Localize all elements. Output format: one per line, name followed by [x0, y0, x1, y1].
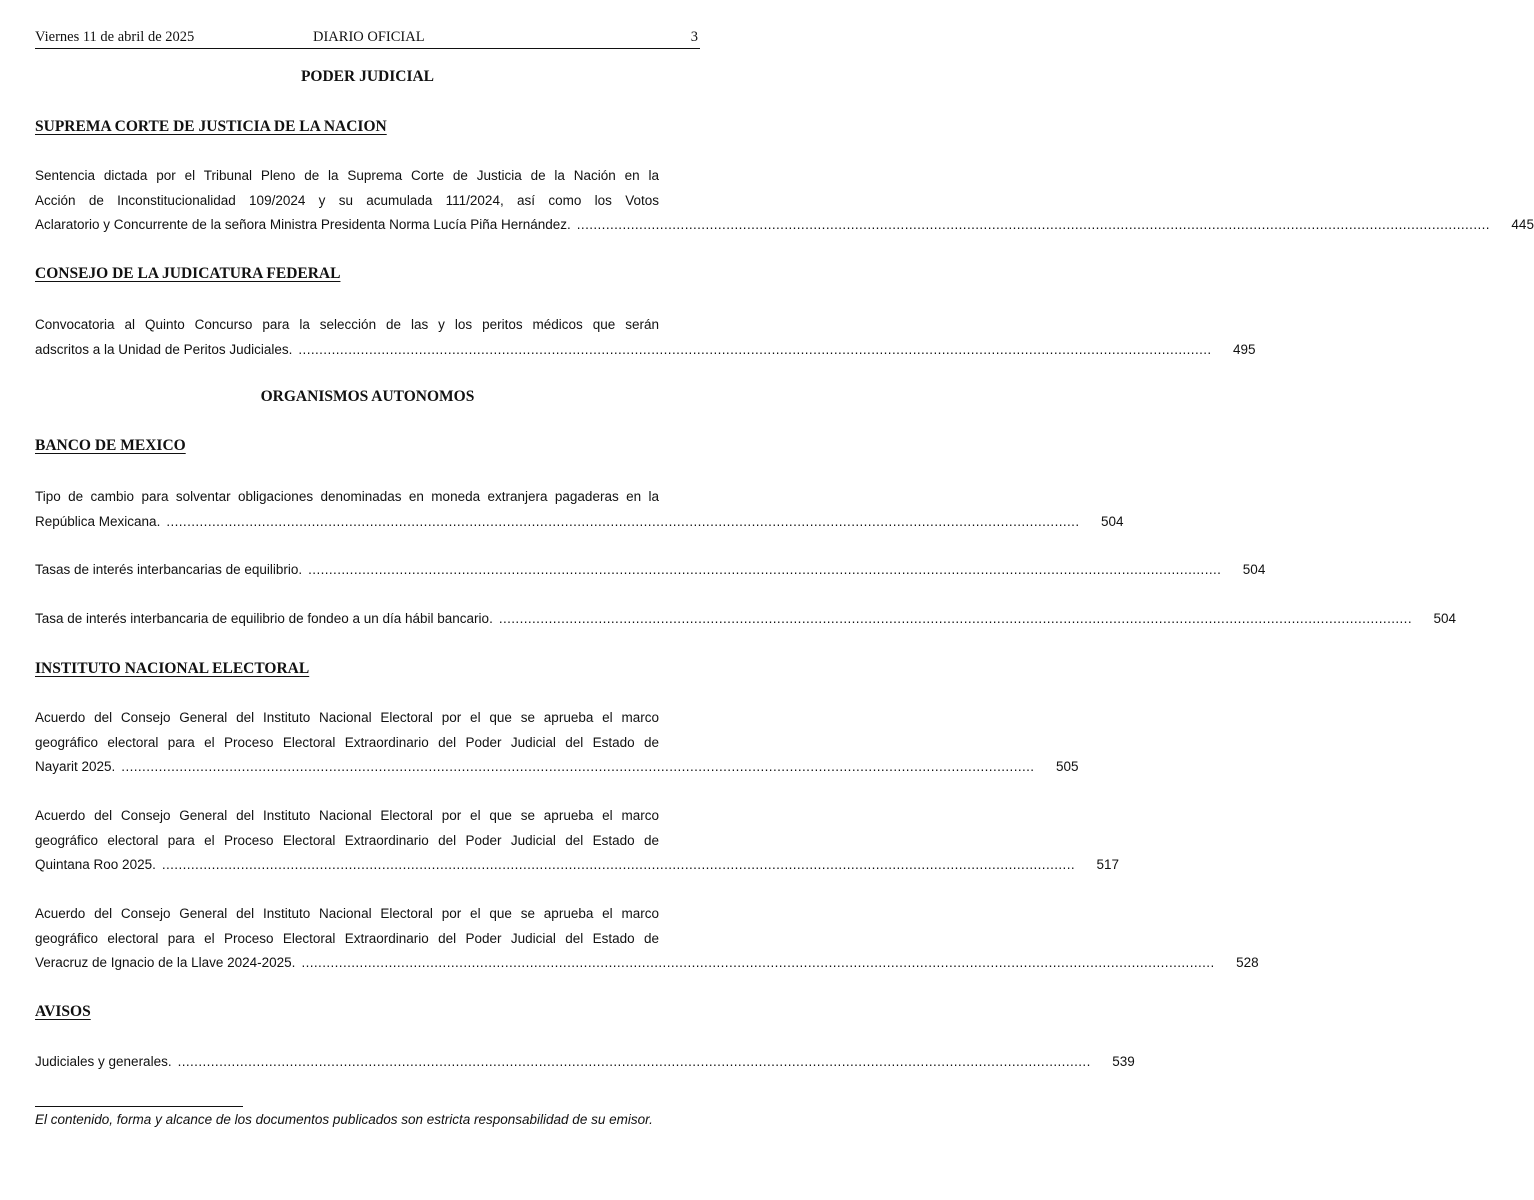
entry-line: Acuerdo del Consejo General del Instituto Nacional Electoral por el que se aprueba el marco	[35, 808, 659, 823]
entry-line: geográfico electoral para el Proceso Electoral Extraordinario del Poder Judicial del Estado de	[35, 734, 659, 750]
entry-line: Veracruz de Ignacio de la Llave 2024-2025.	[35, 955, 296, 970]
toc-entry[interactable]	[35, 558, 1266, 583]
entry-page: 539	[1112, 1054, 1135, 1069]
section-title-banxico: BANCO DE MEXICO	[35, 437, 186, 454]
toc-entry[interactable]	[35, 804, 1120, 878]
entry-line: geográfico electoral para el Proceso Electoral Extraordinario del Poder Judicial del Estado de	[35, 832, 659, 848]
dot-leader: ............................................................................................................................................................................................................................	[576, 217, 1490, 232]
toc-entry[interactable]	[35, 313, 1256, 362]
entry-line: Acción de Inconstitucionalidad 109/2024 y su acumulada 111/2024, así como los Votos	[35, 192, 659, 208]
footnote-rule	[35, 1106, 243, 1107]
toc-entry[interactable]	[35, 164, 1534, 238]
entry-page: 495	[1233, 341, 1256, 357]
entry-line: Nayarit 2025.	[35, 759, 116, 774]
part-title-organismos-autonomos: ORGANISMOS AUTONOMOS	[260, 388, 475, 405]
toc-entry[interactable]	[35, 607, 1456, 632]
entry-line: Quintana Roo 2025.	[35, 857, 156, 872]
dot-leader: ............................................................................................................................................................................................................................	[301, 955, 1215, 970]
dot-leader: ............................................................................................................................................................................................................................	[298, 341, 1212, 357]
entry-line: Tasas de interés interbancarias de equilibrio.	[35, 562, 303, 577]
toc-entry[interactable]	[35, 485, 1124, 534]
dot-leader: ............................................................................................................................................................................................................................	[498, 611, 1412, 626]
entry-line: Tasa de interés interbancaria de equilibrio de fondeo a un día hábil bancario.	[35, 611, 493, 626]
entry-line: Tipo de cambio para solventar obligaciones denominadas en moneda extranjera pagaderas en la	[35, 489, 659, 504]
entry-page: 504	[1100, 513, 1124, 529]
page-number: 3	[690, 29, 698, 45]
toc-entry[interactable]	[35, 902, 1259, 976]
section-title-ine: INSTITUTO NACIONAL ELECTORAL	[35, 660, 310, 677]
issue-date: Viernes 11 de abril de 2025	[35, 29, 195, 45]
publication-title: DIARIO OFICIAL	[313, 29, 425, 45]
entry-line: adscritos a la Unidad de Peritos Judiciales.	[35, 341, 293, 357]
entry-page: 504	[1433, 611, 1456, 626]
entry-line: Convocatoria al Quinto Concurso para la selección de las y los peritos médicos que serán	[35, 317, 659, 332]
entry-line: Acuerdo del Consejo General del Instituto Nacional Electoral por el que se aprueba el marco	[35, 906, 659, 921]
entry-page: 528	[1236, 955, 1259, 970]
toc-entry[interactable]	[35, 1050, 1135, 1075]
entry-line: Acuerdo del Consejo General del Instituto Nacional Electoral por el que se aprueba el marco	[35, 710, 659, 725]
entry-line: geográfico electoral para el Proceso Electoral Extraordinario del Poder Judicial del Estado de	[35, 930, 659, 946]
dot-leader: ............................................................................................................................................................................................................................	[161, 857, 1076, 872]
entry-page: 504	[1242, 562, 1266, 577]
entry-line: Judiciales y generales.	[35, 1054, 172, 1069]
toc-entry[interactable]	[35, 706, 1079, 780]
entry-page: 517	[1096, 857, 1120, 872]
footnote: El contenido, forma y alcance de los documentos publicados son estricta responsabilidad de su emisor.	[35, 1112, 653, 1127]
entry-line: Aclaratorio y Concurrente de la señora Ministra Presidenta Norma Lucía Piña Hernández.	[35, 217, 571, 232]
part-title-poder-judicial: PODER JUDICIAL	[300, 68, 435, 85]
dot-leader: ............................................................................................................................................................................................................................	[308, 562, 1222, 577]
dot-leader: ............................................................................................................................................................................................................................	[121, 759, 1035, 774]
section-title-scjn: SUPREMA CORTE DE JUSTICIA DE LA NACION	[35, 118, 387, 135]
entry-line: Sentencia dictada por el Tribunal Pleno de la Suprema Corte de Justicia de la Nación en la	[35, 168, 659, 183]
entry-page: 445	[1511, 217, 1534, 232]
section-title-cjf: CONSEJO DE LA JUDICATURA FEDERAL	[35, 265, 341, 282]
section-title-avisos: AVISOS	[35, 1003, 91, 1020]
entry-line: República Mexicana.	[35, 513, 161, 529]
dot-leader: ............................................................................................................................................................................................................................	[177, 1054, 1091, 1069]
running-head	[35, 28, 700, 49]
entry-page: 505	[1055, 759, 1079, 774]
dot-leader: ............................................................................................................................................................................................................................	[166, 513, 1080, 529]
